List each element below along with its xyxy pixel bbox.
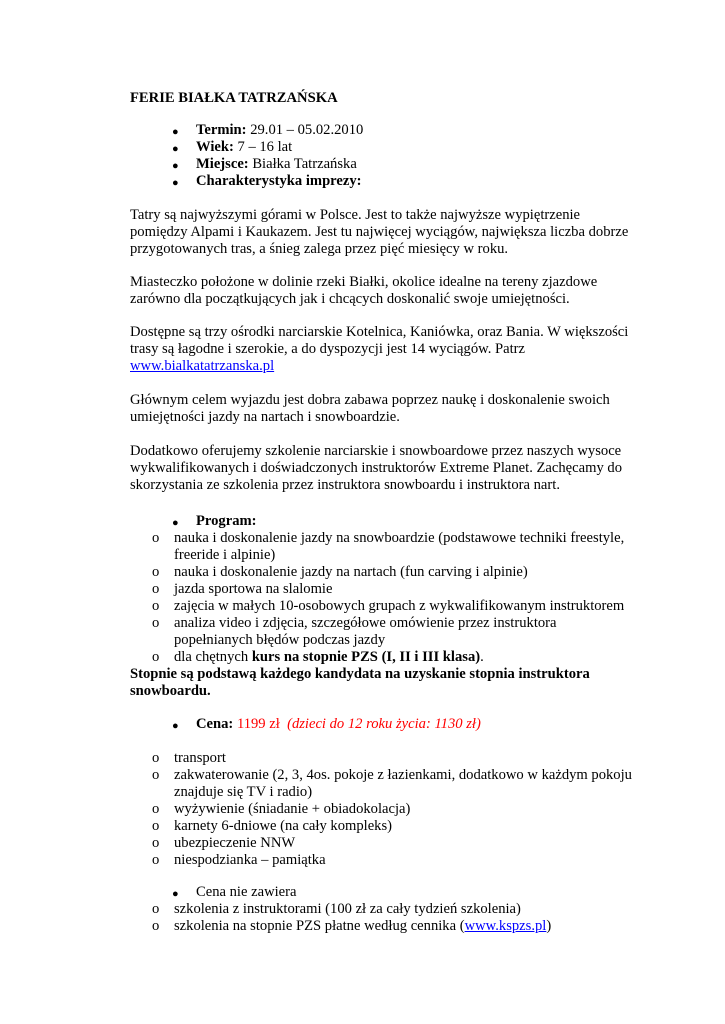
program-item: analiza video i zdjęcia, szczegółowe omówienie przez instruktora popełnianych błędów podczas jazdy [174,615,557,648]
paragraph-tatry: Tatry są najwyższymi górami w Polsce. Jest to także najwyższe wypiętrzenie pomiędzy Alpami i Kaukazem. Jest tu najwięcej wyciągów, największa liczba dobrze przygotowanych tras, a śnieg zalega przez pięć miesięcy w roku. [130,207,629,257]
program-item: nauka i doskonalenie jazdy na nartach (fun carving i alpinie) [174,564,528,580]
circle-bullet-icon: o [152,530,160,546]
circle-bullet-icon: o [152,852,160,868]
bullet-dot: ● [172,160,179,172]
info-term: Termin: 29.01 – 05.02.2010 [196,122,364,138]
circle-bullet-icon: o [152,581,160,597]
bullet-dot: ● [172,126,179,138]
bialka-link[interactable]: www.bialkatatrzanska.pl [130,358,275,374]
bullet-dot: ● [172,888,179,900]
circle-bullet-icon: o [152,818,160,834]
circle-bullet-icon: o [152,615,160,631]
circle-bullet-icon: o [152,767,160,783]
bullet-dot: ● [172,143,179,155]
program-heading: Program: [196,513,257,529]
paragraph-town: Miasteczko położone w dolinie rzeki Białki, okolice idealne na tereny zjazdowe zarówno dla początkujących jak i chcących doskonalić swoje umiejętności. [130,274,598,307]
excluded-item: szkolenia na stopnie PZS płatne według cennika (www.kspzs.pl) [174,918,552,934]
program-note: Stopnie są podstawą każdego kandydata na uzyskanie stopnia instruktora snowboardu. [130,666,590,699]
circle-bullet-icon: o [152,564,160,580]
circle-bullet-icon: o [152,901,160,917]
excluded-item: szkolenia z instruktorami (100 zł za cały tydzień szkolenia) [174,901,521,917]
info-characteristics: Charakterystyka imprezy: [196,173,362,189]
circle-bullet-icon: o [152,649,160,665]
circle-bullet-icon: o [152,918,160,934]
program-item: zajęcia w małych 10-osobowych grupach z wykwalifikowanym instruktorem [174,598,625,614]
circle-bullet-icon: o [152,835,160,851]
paragraph-goal: Głównym celem wyjazdu jest dobra zabawa poprzez naukę i doskonalenie swoich umiejętności jazdy na nartach i snowboardzie. [130,392,610,425]
included-item: transport [174,750,226,766]
included-item: karnety 6-dniowe (na cały kompleks) [174,818,393,834]
circle-bullet-icon: o [152,801,160,817]
circle-bullet-icon: o [152,598,160,614]
included-item: niespodzianka – pamiątka [174,852,326,868]
info-place: Miejsce: Białka Tatrzańska [196,156,357,172]
bullet-dot: ● [172,517,179,529]
paragraph-training: Dodatkowo oferujemy szkolenie narciarskie i snowboardowe przez naszych wysoce wykwalifikowanych i doświadczonych instruktorów Extreme Planet. Zachęcamy do skorzystania ze szkolenia przez instruktora snowboardu i instruktora nart. [130,443,622,493]
circle-bullet-icon: o [152,750,160,766]
info-age: Wiek: 7 – 16 lat [196,139,293,155]
program-item: nauka i doskonalenie jazdy na snowboardzie (podstawowe techniki freestyle, freeride i alpinie) [174,530,625,563]
price-line: Cena: 1199 zł (dzieci do 12 roku życia: 1130 zł) [196,716,481,732]
program-item-course: dla chętnych kurs na stopnie PZS (I, II i III klasa). [174,649,484,665]
excluded-heading: Cena nie zawiera [196,884,297,900]
kspzs-link[interactable]: www.kspzs.pl [464,918,547,934]
program-item: jazda sportowa na slalomie [174,581,333,597]
bullet-dot: ● [172,720,179,732]
included-item: zakwaterowanie (2, 3, 4os. pokoje z łazienkami, dodatkowo w każdym pokoju znajduje się TV i radio) [174,767,632,800]
included-item: wyżywienie (śniadanie + obiadokolacja) [174,801,411,817]
paragraph-resorts: Dostępne są trzy ośrodki narciarskie Kotelnica, Kaniówka, oraz Bania. W większości trasy są łagodne i szerokie, a do dyspozycji jest 14 wyciągów. Patrz www.bialkatatrzanska.pl [130,324,629,374]
page-title: FERIE BIAŁKA TATRZAŃSKA [130,90,338,106]
included-item: ubezpieczenie NNW [174,835,296,851]
bullet-dot: ● [172,177,179,189]
